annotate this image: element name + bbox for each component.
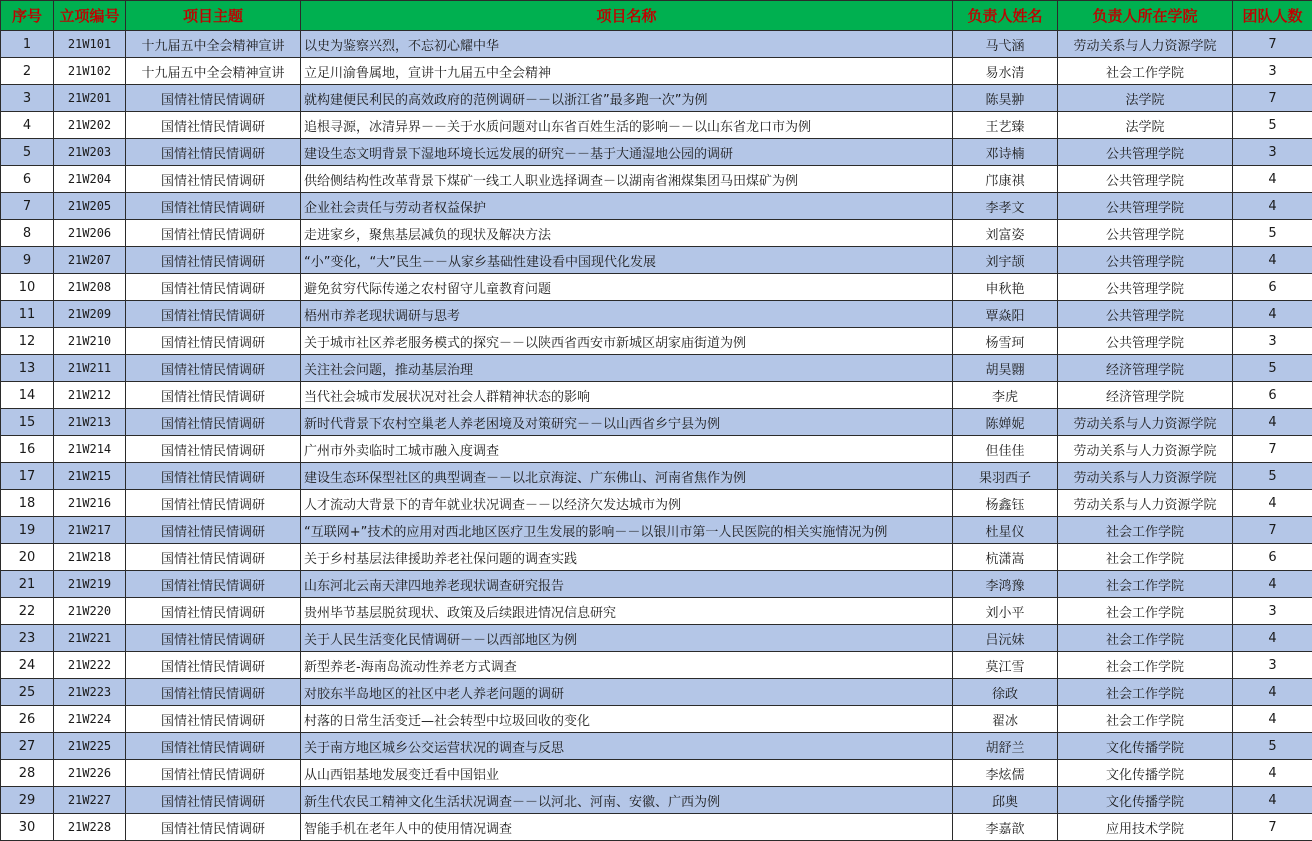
cell-project-code[interactable]: 21W223: [54, 679, 126, 706]
cell-project-code[interactable]: 21W211: [54, 355, 126, 382]
cell-index[interactable]: 7: [1, 193, 54, 220]
cell-project-code[interactable]: 21W208: [54, 274, 126, 301]
cell-leader-college[interactable]: 社会工作学院: [1058, 598, 1233, 625]
cell-project-name[interactable]: 就构建便民利民的高效政府的范例调研－－以浙江省”最多跑一次”为例: [301, 85, 953, 112]
cell-project-code[interactable]: 21W216: [54, 490, 126, 517]
cell-index[interactable]: 16: [1, 436, 54, 463]
cell-project-name[interactable]: 供给侧结构性改革背景下煤矿一线工人职业选择调查－以湖南省湘煤集团马田煤矿为例: [301, 166, 953, 193]
cell-team-size[interactable]: 6: [1233, 274, 1312, 301]
cell-team-size[interactable]: 5: [1233, 112, 1312, 139]
cell-project-name[interactable]: 从山西铝基地发展变迁看中国铝业: [301, 760, 953, 787]
cell-project-code[interactable]: 21W225: [54, 733, 126, 760]
cell-leader-name[interactable]: 覃焱阳: [953, 301, 1058, 328]
cell-team-size[interactable]: 5: [1233, 355, 1312, 382]
cell-index[interactable]: 1: [1, 31, 54, 58]
cell-leader-college[interactable]: 公共管理学院: [1058, 139, 1233, 166]
cell-project-name[interactable]: 贵州毕节基层脱贫现状、政策及后续跟进情况信息研究: [301, 598, 953, 625]
cell-team-size[interactable]: 4: [1233, 679, 1312, 706]
cell-leader-college[interactable]: 劳动关系与人力资源学院: [1058, 490, 1233, 517]
cell-project-theme[interactable]: 国情社情民情调研: [126, 625, 301, 652]
cell-leader-college[interactable]: 社会工作学院: [1058, 58, 1233, 85]
cell-project-code[interactable]: 21W221: [54, 625, 126, 652]
cell-team-size[interactable]: 4: [1233, 787, 1312, 814]
cell-leader-college[interactable]: 社会工作学院: [1058, 544, 1233, 571]
table-row: [1, 760, 1312, 787]
cell-project-theme[interactable]: 国情社情民情调研: [126, 355, 301, 382]
cell-project-name[interactable]: “小”变化，“大”民生－－从家乡基础性建设看中国现代化发展: [301, 247, 953, 274]
cell-team-size[interactable]: 4: [1233, 301, 1312, 328]
table-row: [1, 193, 1312, 220]
cell-project-code[interactable]: 21W220: [54, 598, 126, 625]
table-row: [1, 112, 1312, 139]
table-row: [1, 247, 1312, 274]
cell-project-code[interactable]: 21W206: [54, 220, 126, 247]
cell-index[interactable]: 12: [1, 328, 54, 355]
cell-leader-name[interactable]: 王艺臻: [953, 112, 1058, 139]
cell-leader-college[interactable]: 公共管理学院: [1058, 220, 1233, 247]
cell-leader-name[interactable]: 李虎: [953, 382, 1058, 409]
cell-index[interactable]: 8: [1, 220, 54, 247]
cell-project-theme[interactable]: 国情社情民情调研: [126, 571, 301, 598]
cell-project-theme[interactable]: 国情社情民情调研: [126, 112, 301, 139]
cell-project-name[interactable]: “互联网+”技术的应用对西北地区医疗卫生发展的影响－－以银川市第一人民医院的相关实施情况为例: [301, 517, 953, 544]
cell-team-size[interactable]: 5: [1233, 220, 1312, 247]
cell-index[interactable]: 10: [1, 274, 54, 301]
table-row: [1, 490, 1312, 517]
cell-project-theme[interactable]: 国情社情民情调研: [126, 490, 301, 517]
cell-index[interactable]: 25: [1, 679, 54, 706]
cell-project-theme[interactable]: 国情社情民情调研: [126, 247, 301, 274]
cell-team-size[interactable]: 4: [1233, 571, 1312, 598]
cell-team-size[interactable]: 3: [1233, 58, 1312, 85]
cell-project-code[interactable]: 21W210: [54, 328, 126, 355]
cell-index[interactable]: 9: [1, 247, 54, 274]
cell-leader-name[interactable]: 李嘉歆: [953, 814, 1058, 841]
table-row: [1, 517, 1312, 544]
cell-leader-name[interactable]: 果羽西子: [953, 463, 1058, 490]
cell-team-size[interactable]: 4: [1233, 247, 1312, 274]
cell-leader-name[interactable]: 但佳佳: [953, 436, 1058, 463]
cell-leader-name[interactable]: 胡舒兰: [953, 733, 1058, 760]
table-row: [1, 598, 1312, 625]
cell-leader-college[interactable]: 文化传播学院: [1058, 733, 1233, 760]
cell-leader-name[interactable]: 刘富姿: [953, 220, 1058, 247]
cell-project-theme[interactable]: 国情社情民情调研: [126, 382, 301, 409]
cell-index[interactable]: 4: [1, 112, 54, 139]
cell-project-name[interactable]: 新时代背景下农村空巢老人养老困境及对策研究－－以山西省乡宁县为例: [301, 409, 953, 436]
cell-index[interactable]: 22: [1, 598, 54, 625]
header-team-size[interactable]: 团队人数: [1233, 1, 1312, 31]
cell-project-name[interactable]: 对胶东半岛地区的社区中老人养老问题的调研: [301, 679, 953, 706]
cell-team-size[interactable]: 4: [1233, 409, 1312, 436]
cell-leader-college[interactable]: 社会工作学院: [1058, 706, 1233, 733]
cell-leader-name[interactable]: 邝康祺: [953, 166, 1058, 193]
cell-project-code[interactable]: 21W228: [54, 814, 126, 841]
table-row: [1, 31, 1312, 58]
table-row: [1, 274, 1312, 301]
cell-project-theme[interactable]: 国情社情民情调研: [126, 517, 301, 544]
cell-project-theme[interactable]: 十九届五中全会精神宣讲: [126, 31, 301, 58]
cell-project-code[interactable]: 21W201: [54, 85, 126, 112]
cell-leader-name[interactable]: 徐政: [953, 679, 1058, 706]
cell-project-name[interactable]: 立足川渝鲁属地，宣讲十九届五中全会精神: [301, 58, 953, 85]
cell-index[interactable]: 19: [1, 517, 54, 544]
cell-project-theme[interactable]: 国情社情民情调研: [126, 733, 301, 760]
cell-index[interactable]: 20: [1, 544, 54, 571]
cell-leader-college[interactable]: 社会工作学院: [1058, 652, 1233, 679]
cell-leader-college[interactable]: 文化传播学院: [1058, 760, 1233, 787]
cell-team-size[interactable]: 3: [1233, 598, 1312, 625]
cell-leader-college[interactable]: 应用技术学院: [1058, 814, 1233, 841]
cell-leader-name[interactable]: 翟冰: [953, 706, 1058, 733]
cell-index[interactable]: 18: [1, 490, 54, 517]
table-row: [1, 787, 1312, 814]
cell-team-size[interactable]: 6: [1233, 382, 1312, 409]
cell-team-size[interactable]: 4: [1233, 490, 1312, 517]
table-row: [1, 652, 1312, 679]
cell-index[interactable]: 3: [1, 85, 54, 112]
cell-project-name[interactable]: 走进家乡，聚焦基层减负的现状及解决方法: [301, 220, 953, 247]
cell-project-theme[interactable]: 国情社情民情调研: [126, 301, 301, 328]
table-row: [1, 220, 1312, 247]
cell-project-name[interactable]: 新生代农民工精神文化生活状况调查－－以河北、河南、安徽、广西为例: [301, 787, 953, 814]
cell-leader-name[interactable]: 马弋涵: [953, 31, 1058, 58]
cell-project-theme[interactable]: 国情社情民情调研: [126, 706, 301, 733]
cell-team-size[interactable]: 4: [1233, 193, 1312, 220]
cell-team-size[interactable]: 5: [1233, 463, 1312, 490]
cell-index[interactable]: 26: [1, 706, 54, 733]
cell-project-name[interactable]: 关于南方地区城乡公交运营状况的调查与反思: [301, 733, 953, 760]
cell-leader-name[interactable]: 李炫儒: [953, 760, 1058, 787]
cell-leader-college[interactable]: 劳动关系与人力资源学院: [1058, 409, 1233, 436]
cell-leader-college[interactable]: 经济管理学院: [1058, 382, 1233, 409]
table-row: [1, 139, 1312, 166]
header-project-name[interactable]: 项目名称: [301, 1, 953, 31]
cell-index[interactable]: 11: [1, 301, 54, 328]
cell-index[interactable]: 15: [1, 409, 54, 436]
cell-leader-name[interactable]: 吕沅妹: [953, 625, 1058, 652]
cell-project-code[interactable]: 21W207: [54, 247, 126, 274]
table-row: [1, 409, 1312, 436]
cell-project-code[interactable]: 21W227: [54, 787, 126, 814]
cell-project-code[interactable]: 21W213: [54, 409, 126, 436]
table-row: [1, 85, 1312, 112]
cell-project-theme[interactable]: 国情社情民情调研: [126, 814, 301, 841]
cell-project-code[interactable]: 21W214: [54, 436, 126, 463]
cell-team-size[interactable]: 6: [1233, 544, 1312, 571]
cell-project-theme[interactable]: 国情社情民情调研: [126, 166, 301, 193]
table-row: [1, 571, 1312, 598]
table-row: [1, 328, 1312, 355]
cell-project-theme[interactable]: 国情社情民情调研: [126, 409, 301, 436]
cell-leader-name[interactable]: 胡昊翾: [953, 355, 1058, 382]
cell-project-code[interactable]: 21W101: [54, 31, 126, 58]
cell-team-size[interactable]: 7: [1233, 31, 1312, 58]
cell-project-name[interactable]: 人才流动大背景下的青年就业状况调查－－以经济欠发达城市为例: [301, 490, 953, 517]
cell-index[interactable]: 27: [1, 733, 54, 760]
cell-project-theme[interactable]: 国情社情民情调研: [126, 787, 301, 814]
cell-leader-name[interactable]: 易水清: [953, 58, 1058, 85]
cell-leader-name[interactable]: 申秋艳: [953, 274, 1058, 301]
cell-team-size[interactable]: 7: [1233, 436, 1312, 463]
cell-project-name[interactable]: 以史为鉴察兴烈，不忘初心耀中华: [301, 31, 953, 58]
cell-leader-college[interactable]: 公共管理学院: [1058, 247, 1233, 274]
cell-index[interactable]: 23: [1, 625, 54, 652]
cell-project-code[interactable]: 21W202: [54, 112, 126, 139]
header-row: [1, 1, 1312, 31]
cell-leader-name[interactable]: 李孝文: [953, 193, 1058, 220]
cell-team-size[interactable]: 5: [1233, 733, 1312, 760]
cell-project-code[interactable]: 21W217: [54, 517, 126, 544]
cell-index[interactable]: 24: [1, 652, 54, 679]
table-row: [1, 382, 1312, 409]
cell-leader-college[interactable]: 劳动关系与人力资源学院: [1058, 436, 1233, 463]
table-row: [1, 436, 1312, 463]
cell-team-size[interactable]: 3: [1233, 328, 1312, 355]
header-project-code[interactable]: 立项编号: [54, 1, 126, 31]
cell-project-theme[interactable]: 国情社情民情调研: [126, 85, 301, 112]
cell-project-code[interactable]: 21W219: [54, 571, 126, 598]
table-row: [1, 166, 1312, 193]
cell-index[interactable]: 6: [1, 166, 54, 193]
cell-index[interactable]: 5: [1, 139, 54, 166]
cell-project-theme[interactable]: 国情社情民情调研: [126, 598, 301, 625]
cell-project-name[interactable]: 当代社会城市发展状况对社会人群精神状态的影响: [301, 382, 953, 409]
cell-project-code[interactable]: 21W215: [54, 463, 126, 490]
cell-project-code[interactable]: 21W224: [54, 706, 126, 733]
cell-leader-name[interactable]: 邱奥: [953, 787, 1058, 814]
cell-project-name[interactable]: 村落的日常生活变迁—社会转型中垃圾回收的变化: [301, 706, 953, 733]
cell-leader-college[interactable]: 公共管理学院: [1058, 193, 1233, 220]
cell-team-size[interactable]: 3: [1233, 652, 1312, 679]
cell-project-code[interactable]: 21W212: [54, 382, 126, 409]
cell-index[interactable]: 2: [1, 58, 54, 85]
header-leader-college[interactable]: 负责人所在学院: [1058, 1, 1233, 31]
cell-project-name[interactable]: 追根寻源，冰清异界－－关于水质问题对山东省百姓生活的影响－－以山东省龙口市为例: [301, 112, 953, 139]
cell-project-name[interactable]: 建设生态文明背景下湿地环境长远发展的研究－－基于大通湿地公园的调研: [301, 139, 953, 166]
cell-project-code[interactable]: 21W102: [54, 58, 126, 85]
cell-leader-name[interactable]: 杜星仪: [953, 517, 1058, 544]
cell-leader-college[interactable]: 公共管理学院: [1058, 301, 1233, 328]
table-row: [1, 733, 1312, 760]
table-row: [1, 463, 1312, 490]
table-row: [1, 679, 1312, 706]
cell-project-theme[interactable]: 十九届五中全会精神宣讲: [126, 58, 301, 85]
cell-project-name[interactable]: 智能手机在老年人中的使用情况调查: [301, 814, 953, 841]
table-row: [1, 301, 1312, 328]
cell-project-code[interactable]: 21W209: [54, 301, 126, 328]
cell-leader-name[interactable]: 李鸿豫: [953, 571, 1058, 598]
cell-leader-college[interactable]: 经济管理学院: [1058, 355, 1233, 382]
cell-project-theme[interactable]: 国情社情民情调研: [126, 220, 301, 247]
cell-project-name[interactable]: 企业社会责任与劳动者权益保护: [301, 193, 953, 220]
cell-leader-college[interactable]: 公共管理学院: [1058, 166, 1233, 193]
cell-index[interactable]: 14: [1, 382, 54, 409]
cell-leader-name[interactable]: 邓诗楠: [953, 139, 1058, 166]
cell-leader-college[interactable]: 法学院: [1058, 85, 1233, 112]
cell-leader-name[interactable]: 杭潇嵩: [953, 544, 1058, 571]
table-row: [1, 706, 1312, 733]
cell-project-name[interactable]: 关于人民生活变化民情调研－－以西部地区为例: [301, 625, 953, 652]
cell-project-name[interactable]: 关于乡村基层法律援助养老社保问题的调查实践: [301, 544, 953, 571]
cell-index[interactable]: 17: [1, 463, 54, 490]
cell-leader-college[interactable]: 法学院: [1058, 112, 1233, 139]
cell-project-theme[interactable]: 国情社情民情调研: [126, 274, 301, 301]
cell-project-name[interactable]: 关于城市社区养老服务模式的探究－－以陕西省西安市新城区胡家庙街道为例: [301, 328, 953, 355]
cell-team-size[interactable]: 7: [1233, 814, 1312, 841]
cell-project-name[interactable]: 避免贫穷代际传递之农村留守儿童教育问题: [301, 274, 953, 301]
cell-project-name[interactable]: 梧州市养老现状调研与思考: [301, 301, 953, 328]
cell-project-theme[interactable]: 国情社情民情调研: [126, 652, 301, 679]
cell-project-theme[interactable]: 国情社情民情调研: [126, 436, 301, 463]
cell-team-size[interactable]: 4: [1233, 706, 1312, 733]
cell-project-code[interactable]: 21W203: [54, 139, 126, 166]
cell-project-name[interactable]: 新型养老-海南岛流动性养老方式调查: [301, 652, 953, 679]
cell-project-theme[interactable]: 国情社情民情调研: [126, 328, 301, 355]
cell-leader-name[interactable]: 杨鑫钰: [953, 490, 1058, 517]
cell-leader-name[interactable]: 陈昊翀: [953, 85, 1058, 112]
cell-leader-college[interactable]: 公共管理学院: [1058, 328, 1233, 355]
cell-index[interactable]: 21: [1, 571, 54, 598]
cell-team-size[interactable]: 7: [1233, 85, 1312, 112]
cell-leader-college[interactable]: 社会工作学院: [1058, 571, 1233, 598]
table-row: [1, 355, 1312, 382]
header-leader-name[interactable]: 负责人姓名: [953, 1, 1058, 31]
table-row: [1, 58, 1312, 85]
cell-project-theme[interactable]: 国情社情民情调研: [126, 760, 301, 787]
cell-leader-college[interactable]: 文化传播学院: [1058, 787, 1233, 814]
cell-project-code[interactable]: 21W218: [54, 544, 126, 571]
cell-team-size[interactable]: 4: [1233, 166, 1312, 193]
cell-leader-college[interactable]: 社会工作学院: [1058, 517, 1233, 544]
cell-index[interactable]: 28: [1, 760, 54, 787]
cell-project-theme[interactable]: 国情社情民情调研: [126, 139, 301, 166]
cell-project-code[interactable]: 21W222: [54, 652, 126, 679]
cell-project-theme[interactable]: 国情社情民情调研: [126, 679, 301, 706]
cell-leader-name[interactable]: 陈婵妮: [953, 409, 1058, 436]
cell-project-theme[interactable]: 国情社情民情调研: [126, 193, 301, 220]
cell-leader-college[interactable]: 社会工作学院: [1058, 679, 1233, 706]
cell-leader-college[interactable]: 劳动关系与人力资源学院: [1058, 31, 1233, 58]
table-row: [1, 544, 1312, 571]
table-row: [1, 625, 1312, 652]
table-row: [1, 814, 1312, 841]
cell-team-size[interactable]: 7: [1233, 517, 1312, 544]
cell-project-theme[interactable]: 国情社情民情调研: [126, 463, 301, 490]
cell-leader-college[interactable]: 社会工作学院: [1058, 625, 1233, 652]
cell-team-size[interactable]: 4: [1233, 760, 1312, 787]
cell-project-name[interactable]: 山东河北云南天津四地养老现状调查研究报告: [301, 571, 953, 598]
cell-leader-name[interactable]: 刘小平: [953, 598, 1058, 625]
cell-leader-name[interactable]: 莫江雪: [953, 652, 1058, 679]
cell-leader-name[interactable]: 刘宇颉: [953, 247, 1058, 274]
header-index[interactable]: 序号: [1, 1, 54, 31]
cell-leader-name[interactable]: 杨雪珂: [953, 328, 1058, 355]
cell-project-code[interactable]: 21W204: [54, 166, 126, 193]
cell-team-size[interactable]: 4: [1233, 625, 1312, 652]
cell-project-name[interactable]: 建设生态环保型社区的典型调查－－以北京海淀、广东佛山、河南省焦作为例: [301, 463, 953, 490]
cell-index[interactable]: 29: [1, 787, 54, 814]
cell-project-code[interactable]: 21W226: [54, 760, 126, 787]
cell-project-name[interactable]: 广州市外卖临时工城市融入度调查: [301, 436, 953, 463]
cell-index[interactable]: 13: [1, 355, 54, 382]
cell-project-name[interactable]: 关注社会问题，推动基层治理: [301, 355, 953, 382]
cell-leader-college[interactable]: 劳动关系与人力资源学院: [1058, 463, 1233, 490]
cell-project-code[interactable]: 21W205: [54, 193, 126, 220]
cell-project-theme[interactable]: 国情社情民情调研: [126, 544, 301, 571]
cell-leader-college[interactable]: 公共管理学院: [1058, 274, 1233, 301]
header-project-theme[interactable]: 项目主题: [126, 1, 301, 31]
cell-team-size[interactable]: 3: [1233, 139, 1312, 166]
cell-index[interactable]: 30: [1, 814, 54, 841]
